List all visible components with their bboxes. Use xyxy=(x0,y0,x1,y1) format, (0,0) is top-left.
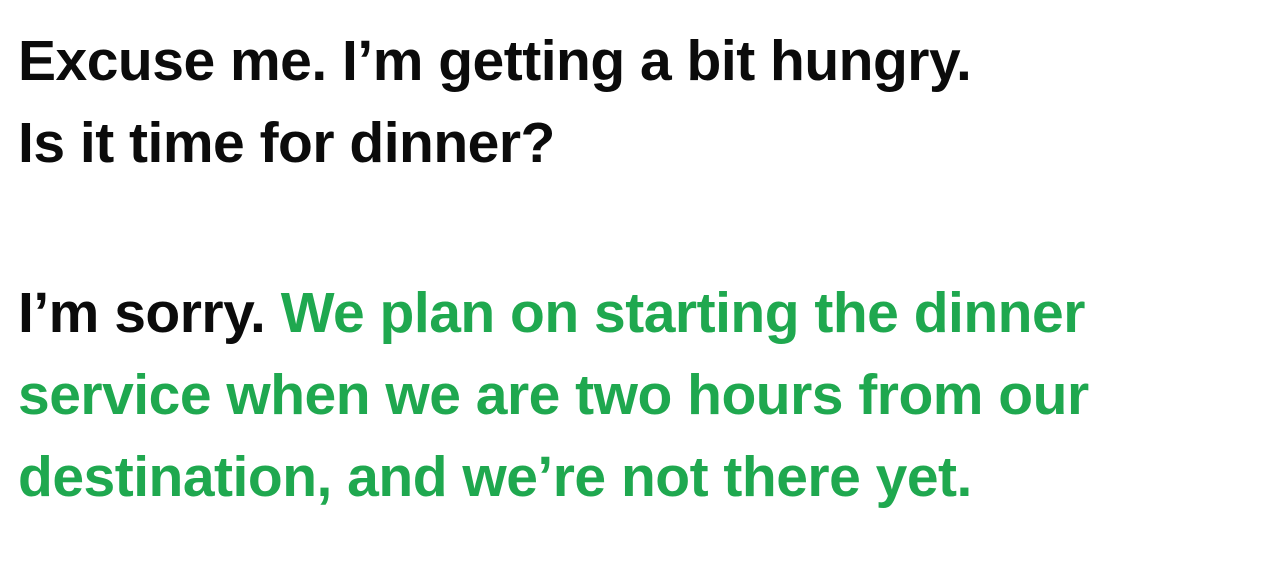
question-line-1: Excuse me. I’m getting a bit hungry. xyxy=(18,29,972,93)
answer-paragraph xyxy=(18,272,1089,518)
answer-highlight-1: We plan on starting the dinner xyxy=(280,281,1085,345)
answer-line-1 xyxy=(18,272,1089,354)
answer-line-3: destination, and we’re not there yet. xyxy=(18,445,972,509)
question-line-2: Is it time for dinner? xyxy=(18,111,555,175)
answer-line-2: service when we are two hours from our xyxy=(18,363,1089,427)
question-paragraph xyxy=(18,20,971,184)
answer-lead: I’m sorry. xyxy=(18,281,266,345)
